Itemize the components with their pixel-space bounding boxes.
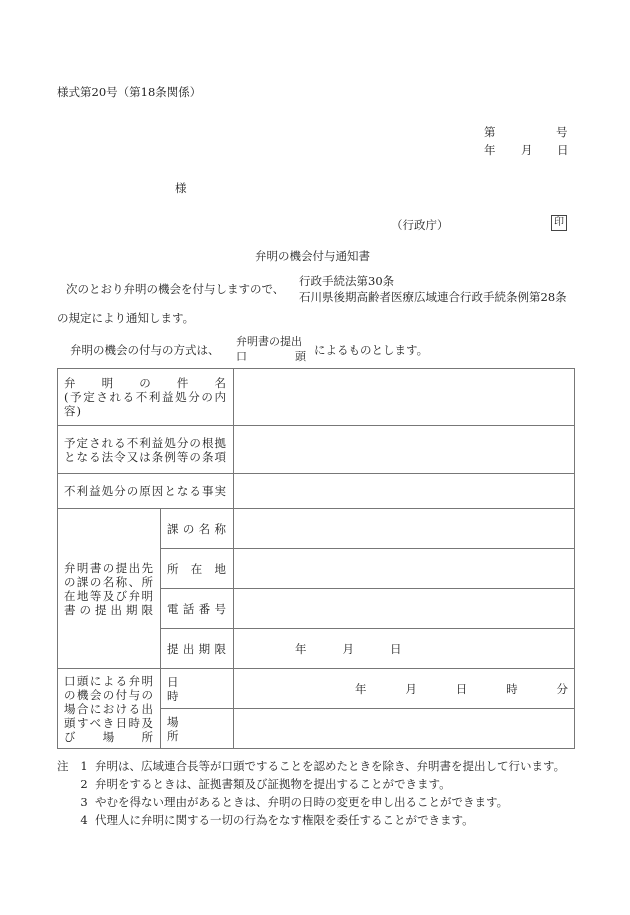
note-number: 4 [80,813,88,827]
method-option-written: 弁明書の提出 [236,335,302,348]
location-label-cell [161,549,234,589]
form-number: 様式第20号（第18条関係） [57,85,202,99]
location-label: 所在地 [167,561,228,576]
doc-number-prefix: 第 [484,125,496,139]
intro-tail: の規定により通知します。 [57,311,195,325]
fact-label: 不利益処分の原因となる事実 [64,484,228,498]
method-tail: によるものとします。 [314,343,429,357]
datetime-label: 日 時 [167,674,217,703]
place-label-cell [161,709,234,749]
law-reference: 石川県後期高齢者医療広域連合行政手続条例第28条 [299,290,567,304]
fact-label-cell [58,474,234,509]
place-value[interactable] [234,709,575,749]
location-value[interactable] [234,549,575,589]
row-subject [58,369,575,426]
subject-label-cell [58,369,234,426]
basis-value[interactable] [234,426,575,474]
dept-name-label: 課の名称 [167,521,228,536]
note-number: 1 [80,759,88,773]
oral-char-1: 口 [236,350,247,363]
law-reference: 行政手続法第30条 [299,274,395,288]
dept-name-label-cell [161,509,234,549]
deadline-day: 日 [390,641,402,656]
note-number: 3 [80,795,88,809]
document-title: 弁明の機会付与通知書 [255,249,370,263]
dt-year: 年 [355,681,367,696]
deadline-month: 月 [342,641,355,656]
subject-label: 弁 明 の 件 名 [64,376,228,390]
phone-value[interactable] [234,589,575,629]
note-text: やむを得ない理由があるときは、弁明の日時の変更を申し出ることができます。 [95,795,509,809]
method-lead: 弁明の機会の付与の方式は、 [70,343,220,357]
note-text: 弁明は、広域連合長等が口頭ですることを認めたときを除き、弁明書を提出して行います。 [95,759,566,773]
row-datetime [58,669,575,709]
issuing-agency: （行政庁） [391,218,449,232]
dt-hour: 時 [506,681,518,696]
place-label: 場 所 [167,714,217,743]
row-basis [58,426,575,474]
basis-label-cell [58,426,234,474]
row-fact [58,474,575,509]
note-item [57,775,565,793]
deadline-label-cell [161,629,234,669]
datetime-value[interactable] [234,669,575,709]
deadline-year: 年 [295,641,307,656]
method-option-oral [236,349,306,364]
oral-group-label: 口頭による弁明の機会の付与の場合における出頭すべき日時及び場所 [64,673,154,744]
basis-label: 予定される不利益処分の根拠となる法令又は条例等の条項 [64,435,228,464]
phone-label-cell [161,589,234,629]
row-dept [58,509,575,549]
dt-month: 月 [405,681,417,696]
subject-sublabel: (予定される不利益処分の内容) [64,390,228,418]
fact-value[interactable] [234,474,575,509]
intro-lead: 次のとおり弁明の機会を付与しますので、 [66,282,285,296]
submit-group-label: 弁明書の提出先の課の名称、所在地等及び弁明書の提出期限 [64,560,154,617]
oral-char-2: 頭 [295,350,306,363]
notice-form-table [57,368,575,749]
note-item [57,811,565,829]
datetime-label-cell [161,669,234,709]
seal-icon: 印 [551,215,567,231]
note-item [57,757,565,775]
addressee-honorific: 様 [175,181,187,195]
date-year: 年 [484,143,496,157]
law-references [299,273,567,305]
submit-group-cell [58,509,161,669]
method-options [236,334,306,364]
note-number: 2 [80,777,88,791]
subject-value[interactable] [234,369,575,426]
dt-minute: 分 [556,681,568,696]
note-text: 代理人に弁明に関する一切の行為をなす権限を委任することができます。 [95,813,474,827]
phone-label: 電話番号 [167,601,228,616]
note-item [57,793,565,811]
note-text: 弁明をするときは、証拠書類及び証拠物を提出することができます。 [95,777,451,791]
date-month: 月 [521,143,533,157]
dept-name-value[interactable] [234,509,575,549]
oral-group-cell [58,669,161,749]
notes [57,757,565,829]
dt-day: 日 [455,681,468,696]
date-day: 日 [557,143,569,157]
deadline-label: 提出期限 [167,641,228,656]
deadline-value[interactable] [234,629,575,669]
notes-label: 注 [57,759,69,773]
doc-number-suffix: 号 [556,125,568,139]
